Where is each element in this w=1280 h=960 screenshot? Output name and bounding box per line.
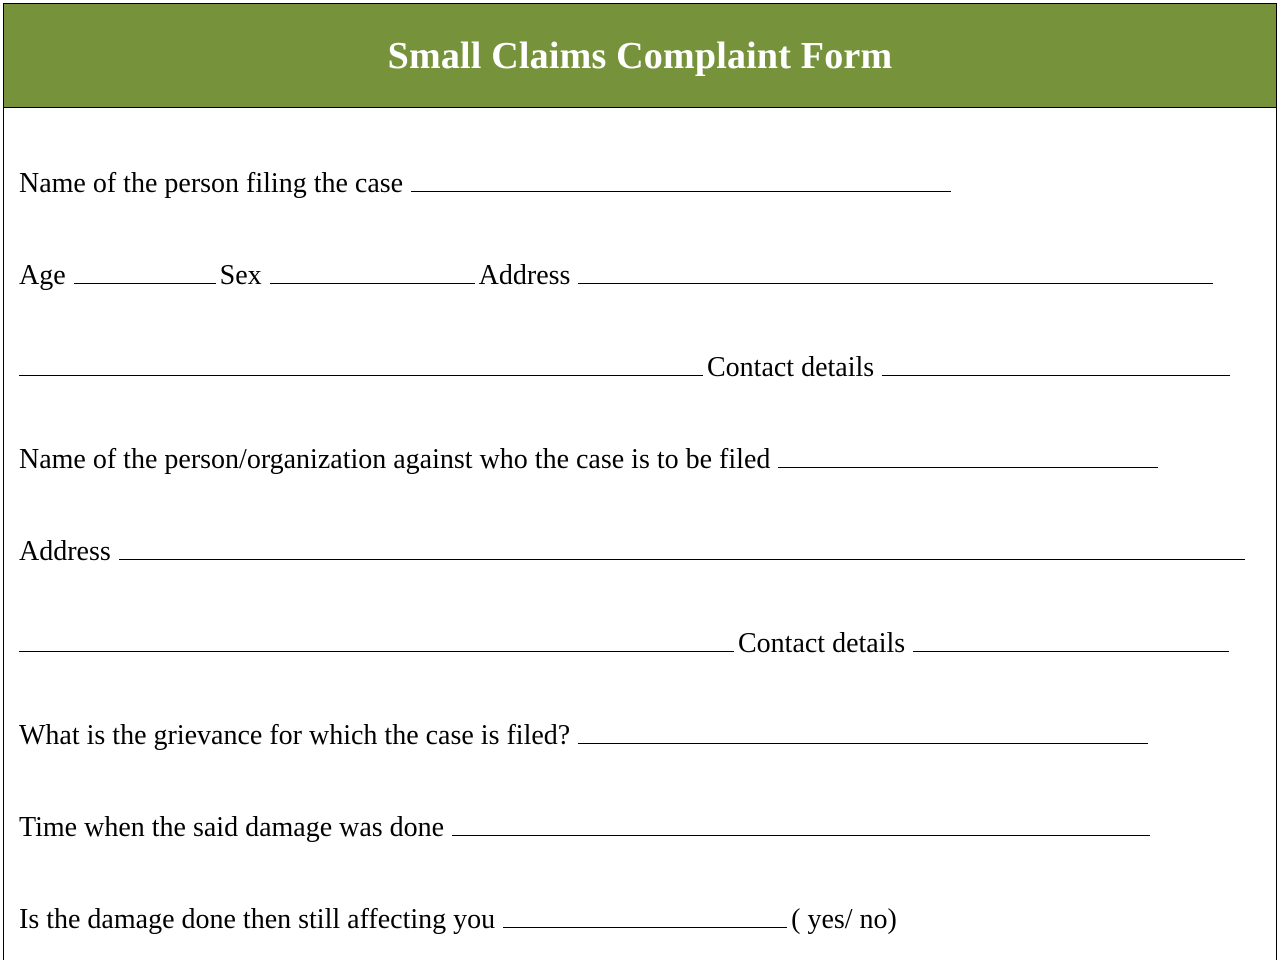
damage-time-label: Time when the said damage was done [19, 812, 445, 843]
respondent-contact-field[interactable] [913, 629, 1229, 652]
address-field[interactable] [578, 261, 1213, 284]
filer-name-row [19, 168, 955, 202]
respondent-address-row [19, 536, 1249, 570]
form-page [3, 3, 1277, 960]
sex-label: Sex [219, 260, 262, 291]
grievance-row [19, 720, 1152, 754]
filer-contact-row [19, 352, 1234, 386]
form-header [4, 4, 1276, 108]
grievance-field[interactable] [578, 721, 1148, 744]
grievance-label: What is the grievance for which the case is filed? [19, 720, 571, 751]
respondent-contact-row [19, 628, 1233, 662]
still-affecting-row [19, 904, 897, 938]
age-label: Age [19, 260, 66, 291]
filer-name-label: Name of the person filing the case [19, 168, 404, 199]
address-label: Address [478, 260, 571, 291]
respondent-address-field[interactable] [119, 537, 1245, 560]
damage-time-row [19, 812, 1154, 846]
respondent-contact-label: Contact details [738, 628, 906, 659]
damage-time-field[interactable] [452, 813, 1150, 836]
respondent-address-continued-field[interactable] [19, 629, 734, 652]
still-affecting-field[interactable] [503, 905, 787, 928]
respondent-name-label: Name of the person/organization against who the case is to be filed [19, 444, 771, 475]
contact-details-field[interactable] [882, 353, 1230, 376]
respondent-name-field[interactable] [778, 445, 1158, 468]
address-continued-field[interactable] [19, 353, 703, 376]
filer-name-field[interactable] [411, 169, 951, 192]
respondent-name-row [19, 444, 1162, 478]
still-affecting-label: Is the damage done then still affecting you [19, 904, 496, 935]
sex-field[interactable] [270, 261, 475, 284]
contact-details-label: Contact details [707, 352, 875, 383]
respondent-address-label: Address [19, 536, 111, 567]
form-title: Small Claims Complaint Form [387, 34, 893, 77]
still-affecting-options: ( yes/ no) [791, 904, 897, 935]
age-field[interactable] [74, 261, 216, 284]
filer-details-row [19, 260, 1217, 294]
